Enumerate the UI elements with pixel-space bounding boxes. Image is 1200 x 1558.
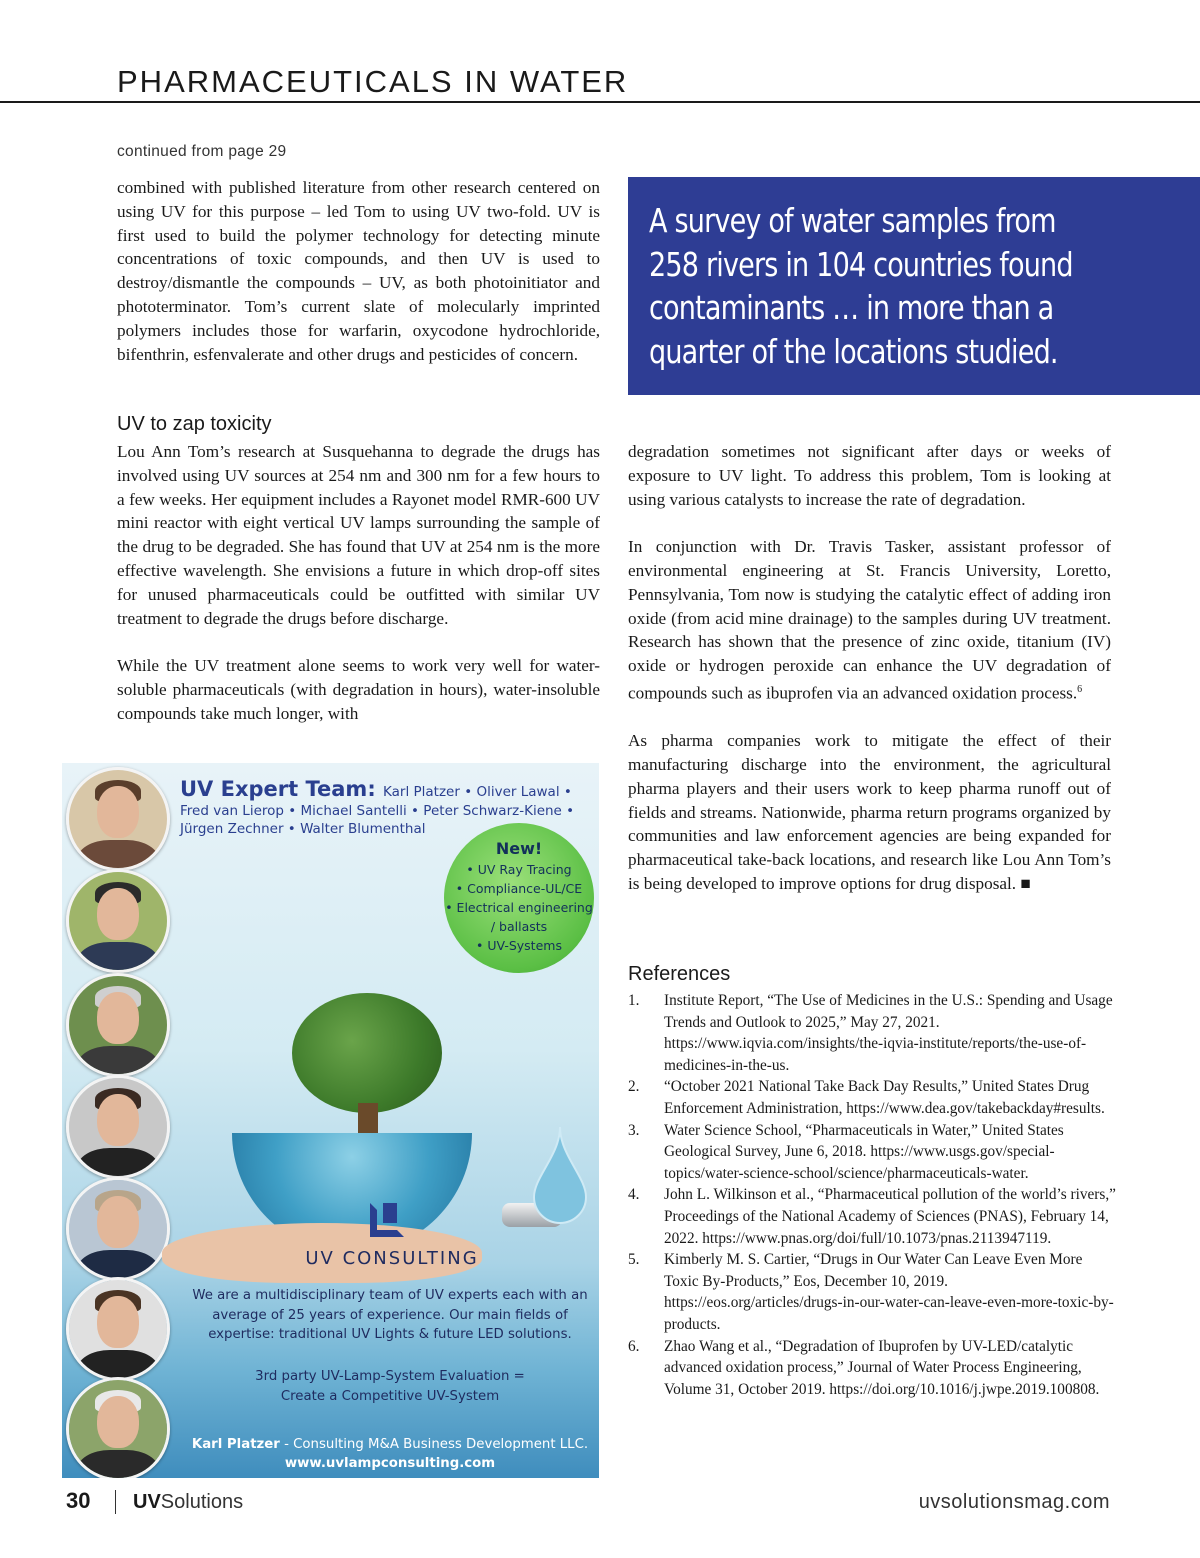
end-mark: ■ xyxy=(1020,874,1031,894)
page-number: 30 xyxy=(66,1488,91,1513)
ad-contact-company: - Consulting M&A Business Development LLC. xyxy=(279,1437,589,1452)
team-member-photo xyxy=(66,1377,170,1478)
reference-item xyxy=(628,1249,1118,1335)
tree-globe-illustration xyxy=(202,963,502,1263)
reference-text: Water Science School, “Pharmaceuticals in Water,” United States Geological Survey, June 6, 2018. https://www.usgs.gov/special-topics/water-science-school/science/pharmaceuticals-water. xyxy=(664,1121,1064,1182)
reference-text: “October 2021 National Take Back Day Results,” United States Drug Enforcement Administration, https://www.dea.gov/takebackday#results. xyxy=(664,1078,1105,1117)
ad-website-link[interactable]: www.uvlampconsulting.com xyxy=(284,1456,496,1471)
uv-consulting-logo xyxy=(370,1203,404,1237)
header-rule xyxy=(0,101,1200,103)
reference-number: 6. xyxy=(628,1337,640,1355)
pull-quote-line: 258 rivers in 104 countries found xyxy=(649,244,1073,284)
reference-item xyxy=(628,1336,1118,1401)
paragraph: combined with published literature from other research centered on using UV for this purpose – led Tom to using UV two-fold. UV is first used to build the polymer technology for detecting minute concentrations of toxic compounds, and then UV is used to destroy/dismantle the compounds – UV, as both photoinitiator and phototerminator. Tom’s current slate of molecularly imprinted polymers includes those for warfarin, oxycodone hydrochloride, bifenthrin, esfenvalerate and other drugs and pesticides of concern. xyxy=(117,178,600,364)
paragraph-text: In conjunction with Dr. Travis Tasker, assistant professor of environmental engineering at St. Francis University, Loretto, Pennsylvania, Tom now is studying the catalytic effect of adding iron oxide (from acid mine drainage) to the samples during UV treatment. Research has shown that the presence of zinc oxide, titanium (IV) oxide or hydrogen peroxide can enhance the UV degradation of compounds such as ibuprofen via an advanced oxidation process. xyxy=(628,537,1111,703)
ad-new-item: • UV Ray Tracing xyxy=(466,862,572,877)
ad-contact xyxy=(190,1435,590,1473)
reference-number: 2. xyxy=(628,1078,640,1096)
left-column-body xyxy=(117,440,600,726)
ad-new-label: New! xyxy=(495,839,543,858)
references-list xyxy=(628,990,1118,1400)
section-title: PHARMACEUTICALS IN WATER xyxy=(117,64,629,99)
reference-item xyxy=(628,990,1118,1076)
references-heading: References xyxy=(628,963,731,985)
ad-contact-name: Karl Platzer xyxy=(191,1437,280,1452)
reference-number: 4. xyxy=(628,1186,640,1204)
ad-new-item: / ballasts xyxy=(490,919,548,934)
pull-quote-line: quarter of the locations studied. xyxy=(649,331,1058,371)
ad-new-services-badge xyxy=(444,823,594,973)
water-drop-icon xyxy=(530,1125,590,1225)
ad-team-names: Karl Platzer • Oliver Lawal • xyxy=(383,784,572,800)
paragraph: While the UV treatment alone seems to work very well for water-soluble pharmaceuticals (with degradation in hours), water-insoluble compounds take much longer, with xyxy=(117,656,600,723)
reference-number: 5. xyxy=(628,1251,640,1269)
pull-quote-line: contaminants … in more than a xyxy=(649,288,1054,327)
paragraph-text: As pharma companies work to mitigate the effect of their manufacturing discharge into the environment, the agricultural pharma players and their users work to keep pharma runoff out of fields and streams. Nationwide, pharma return programs organized by communities and law enforcement agencies are being expanded for pharmaceutical take-back locations, and research like Lou Ann Tom’s is being developed to improve options for drug disposal. xyxy=(628,731,1111,894)
reference-number: 1. xyxy=(628,992,640,1009)
tree-crown xyxy=(292,993,442,1113)
left-column-top xyxy=(117,176,600,366)
continued-note: continued from page 29 xyxy=(117,143,287,160)
subheading-uv-to-zap-toxicity: UV to zap toxicity xyxy=(117,413,272,435)
ad-new-item: • UV-Systems xyxy=(476,938,562,953)
right-column-body xyxy=(628,440,1111,896)
ad-team-label: UV Expert Team: xyxy=(180,777,376,801)
team-member-photo xyxy=(66,1177,170,1281)
team-member-photo xyxy=(66,1277,170,1381)
team-member-photo xyxy=(66,767,170,871)
ad-new-item: • Electrical engineering xyxy=(445,900,593,915)
team-member-photo xyxy=(66,1075,170,1179)
publication-brand xyxy=(133,1491,243,1514)
reference-text: Kimberly M. S. Cartier, “Drugs in Our Water Can Leave Even More Toxic By-Products,” Eos, December 10, 2019. https://eos.org/articles/drugs-in-our-water-can-leave-even-more-toxic-by-products. xyxy=(664,1251,1114,1333)
reference-text: John L. Wilkinson et al., “Pharmaceutical pollution of the world’s rivers,” Proceedings of the National Academy of Sciences (PNAS), February 14, 2022. https://www.pnas.org/doi/full/10.1073/pnas.2113947119. xyxy=(664,1186,1116,1247)
pull-quote-line: A survey of water samples from xyxy=(649,201,1056,240)
ad-team-names: Fred van Lierop • Michael Santelli • Peter Schwarz-Kiene • xyxy=(180,803,575,819)
ad-new-item: • Compliance-UL/CE xyxy=(455,881,583,896)
paragraph xyxy=(628,535,1111,705)
paragraph: Lou Ann Tom’s research at Susquehanna to degrade the drugs has involved using UV sources at 254 nm and 300 nm for a few hours to a few weeks. Her equipment includes a Rayonet model RMR-600 UV mini reactor with eight vertical UV lamps surrounding the sample of the drug to be degraded. She has found that UV at 254 nm is the more effective wavelength. She envisions a future in which drop-off sites for unused pharmaceuticals could be outfitted with similar UV treatment to degrade the drugs before discharge. xyxy=(117,442,600,628)
team-member-photo xyxy=(66,973,170,1077)
ad-eval-line: Create a Competitive UV-System xyxy=(280,1388,500,1404)
uv-consulting-advertisement[interactable] xyxy=(62,763,599,1478)
reference-item xyxy=(628,1120,1118,1185)
footer-divider xyxy=(115,1490,116,1514)
team-member-photo xyxy=(66,869,170,973)
brand-bold: UV xyxy=(133,1491,161,1513)
reference-text: Institute Report, “The Use of Medicines in the U.S.: Spending and Usage Trends and Outlook to 2025,” May 27, 2021. https://www.iqvia.com/insights/the-iqvia-institute/reports/the-use-of-medicines-in-the-us. xyxy=(664,992,1113,1074)
paragraph: degradation sometimes not significant after days or weeks of exposure to UV light. To address this problem, Tom is looking at using various catalysts to increase the rate of degradation. xyxy=(628,442,1111,509)
pull-quote xyxy=(628,177,1200,395)
footnote-marker: 6 xyxy=(1077,683,1083,695)
reference-item xyxy=(628,1184,1118,1249)
brand-rest: Solutions xyxy=(160,1491,244,1513)
reference-text: Zhao Wang et al., “Degradation of Ibuprofen by UV-LED/catalytic advanced oxidation process,” Journal of Water Process Engineering, Volume 31, October 2019. https://doi.org/10.1016/j.jwpe.2019.100808. xyxy=(664,1337,1100,1398)
ad-company-name: UV CONSULTING xyxy=(305,1248,479,1269)
ad-eval-line: 3rd party UV-Lamp-System Evaluation = xyxy=(255,1369,525,1384)
ad-description: We are a multidisciplinary team of UV experts each with an average of 25 years of experience. Our main fields of expertise: traditional UV Lights & future LED solutions. xyxy=(192,1288,588,1342)
ad-team-names: Jürgen Zechner • Walter Blumenthal xyxy=(180,821,426,837)
reference-item xyxy=(628,1076,1118,1119)
publication-url[interactable]: uvsolutionsmag.com xyxy=(918,1491,1110,1513)
reference-number: 3. xyxy=(628,1121,640,1139)
paragraph xyxy=(628,729,1111,896)
ad-evaluation-note xyxy=(190,1367,590,1406)
